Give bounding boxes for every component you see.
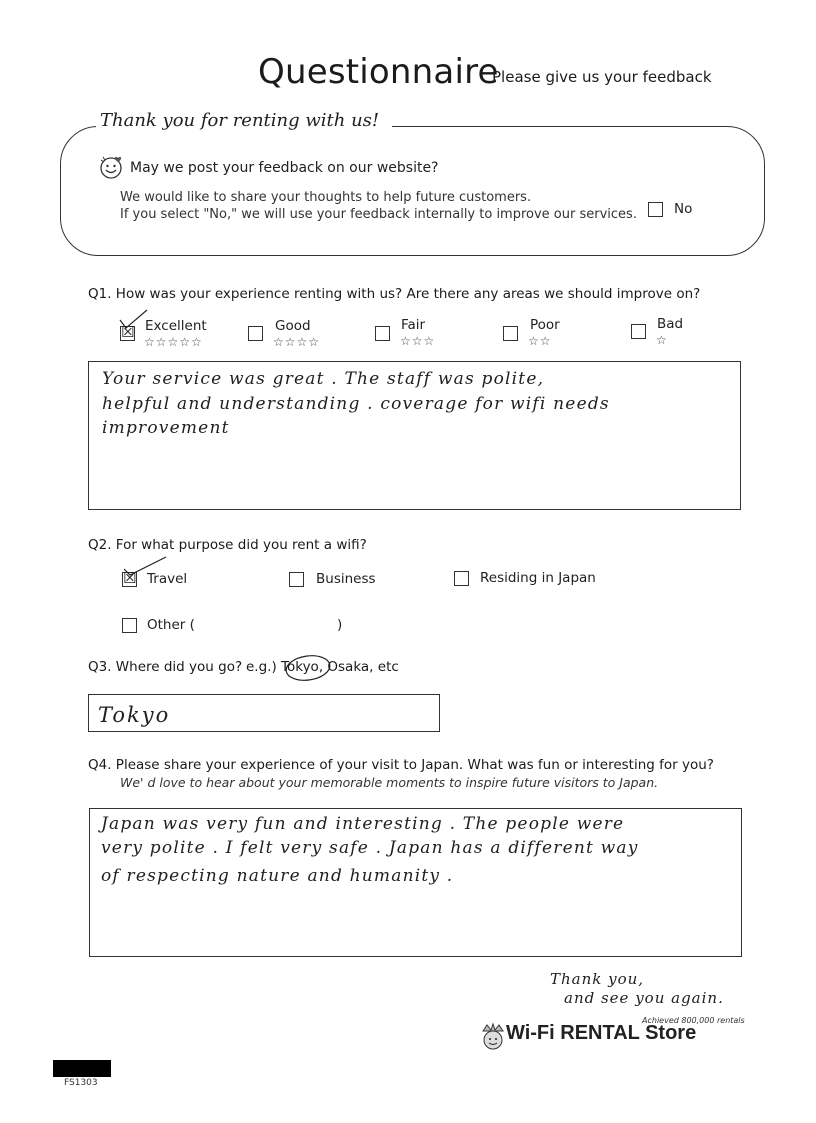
q3-question: Q3. Where did you go? — [88, 659, 243, 675]
closing-handwriting-1: Thank you, — [550, 970, 645, 988]
redaction-bar — [53, 1060, 111, 1077]
purpose-travel-label: Travel — [147, 571, 188, 587]
wifi-rental-store-logo: Wi-Fi RENTAL Store — [506, 1022, 697, 1044]
q4-question: Q4. Please share your experience of your visit to Japan. What was fun or interesting for you? — [88, 757, 714, 773]
purpose-other-label: Other ( — [147, 617, 195, 633]
check-mark-icon: ☒ — [121, 323, 135, 341]
smiley-face-icon — [98, 154, 124, 180]
star-icon: ☆☆ — [528, 334, 552, 348]
rating-fair-checkbox[interactable] — [375, 326, 390, 341]
q1-question: Q1. How was your experience renting with us? Are there any areas we should improve on? — [88, 286, 701, 302]
rating-poor-checkbox[interactable] — [503, 326, 518, 341]
q2-question: Q2. For what purpose did you rent a wifi? — [88, 537, 367, 553]
q4-answer-line-3: of respecting nature and humanity . — [101, 866, 454, 886]
rating-bad-checkbox[interactable] — [631, 324, 646, 339]
closing-handwriting-2: and see you again. — [564, 989, 724, 1007]
purpose-other-checkbox[interactable] — [122, 618, 137, 633]
consent-info — [120, 189, 637, 223]
no-label: No — [674, 201, 693, 217]
rating-fair-label: Fair — [401, 317, 426, 333]
star-icon: ☆☆☆☆☆ — [144, 335, 203, 349]
page-title: Questionnaire — [258, 52, 499, 92]
no-checkbox[interactable] — [648, 202, 663, 217]
rentals-achieved: Achieved 800,000 rentals — [642, 1016, 745, 1025]
purpose-other-close: ) — [337, 617, 343, 633]
q1-answer-line-1: Your service was great . The staff was polite, — [102, 369, 545, 389]
q3-example: e.g.) Tokyo, Osaka, etc — [246, 659, 399, 675]
rating-bad-label: Bad — [657, 316, 684, 332]
form-code: FS1303 — [64, 1078, 98, 1088]
star-icon: ☆☆☆ — [400, 334, 436, 348]
crown-mascot-icon — [480, 1022, 506, 1050]
q1-answer-line-2: helpful and understanding . coverage for wifi needs — [102, 394, 610, 414]
purpose-residing-checkbox[interactable] — [454, 571, 469, 586]
q4-answer-line-2: very polite . I felt very safe . Japan has a different way — [101, 838, 639, 858]
q3-answer: Tokyo — [98, 703, 171, 727]
purpose-business-checkbox[interactable] — [289, 572, 304, 587]
thank-you-handwriting: Thank you for renting with us! — [100, 110, 380, 131]
rating-excellent-label: Excellent — [145, 318, 207, 334]
q4-subtext: We' d love to hear about your memorable moments to inspire future visitors to Japan. — [120, 775, 659, 790]
rating-good-label: Good — [275, 318, 311, 334]
star-icon: ☆☆☆☆ — [273, 335, 321, 349]
q4-answer-line-1: Japan was very fun and interesting . The people were — [101, 814, 625, 834]
check-mark-icon: ☒ — [123, 569, 137, 587]
rating-good-checkbox[interactable] — [248, 326, 263, 341]
consent-info-line-2: If you select "No," we will use your feedback internally to improve our services. — [120, 207, 637, 222]
rating-poor-label: Poor — [530, 317, 560, 333]
post-feedback-question: May we post your feedback on our website? — [130, 160, 439, 176]
consent-info-line-1: We would like to share your thoughts to help future customers. — [120, 190, 532, 205]
star-icon: ☆ — [656, 333, 668, 347]
page-subtitle: Please give us your feedback — [492, 68, 712, 86]
q1-answer-line-3: improvement — [102, 418, 230, 438]
purpose-residing-label: Residing in Japan — [480, 570, 596, 586]
purpose-business-label: Business — [316, 571, 376, 587]
circle-mark-icon — [282, 648, 338, 684]
